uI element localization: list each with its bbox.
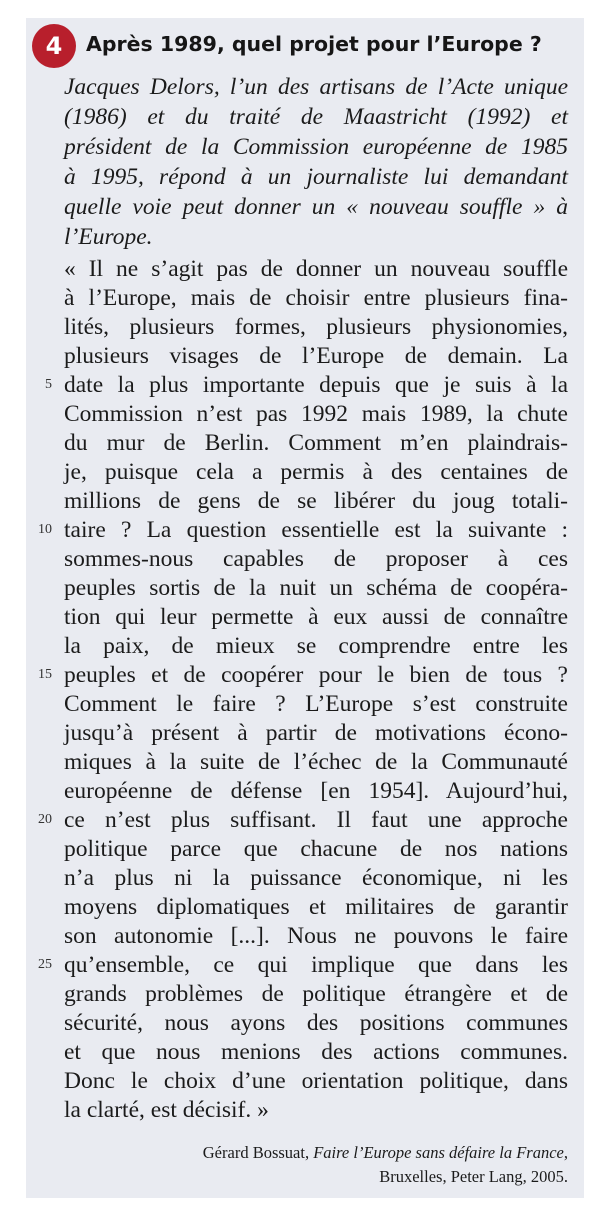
quote-line: peuples sortis de la nuit un schéma de coopéra-	[64, 575, 568, 601]
document-number: 4	[45, 32, 63, 60]
quote-line: la clarté, est décisif. »	[64, 1097, 269, 1123]
line-number: 15	[38, 667, 52, 682]
quote-line: européenne de défense [en 1954]. Aujourd’hui,	[64, 778, 568, 804]
quote-line: taire ? La question essentielle est la suivante :	[64, 517, 568, 543]
quote-line: n’a plus ni la puissance économique, ni les	[64, 865, 568, 891]
quote-line: ce n’est plus suffisant. Il faut une approche	[64, 807, 568, 833]
line-number: 5	[45, 377, 52, 392]
quote-line: du mur de Berlin. Comment m’en plaindrais-	[64, 430, 568, 456]
quote-line: je, puisque cela a permis à des centaines de	[64, 459, 568, 485]
source-citation	[203, 1141, 568, 1165]
quote-line: miques à la suite de l’échec de la Communauté	[64, 749, 568, 775]
quote-line: sécurité, nous ayons des positions communes	[64, 1010, 568, 1036]
quote-line: son autonomie [...]. Nous ne pouvons le faire	[64, 923, 568, 949]
quote-line: plusieurs visages de l’Europe de demain. La	[64, 343, 568, 369]
document-title: Après 1989, quel projet pour l’Europe ?	[86, 32, 542, 56]
quote-line: à l’Europe, mais de choisir entre plusieurs fina-	[64, 285, 568, 311]
quote-line: Commission n’est pas 1992 mais 1989, la chute	[64, 401, 568, 427]
source-publisher: Bruxelles, Peter Lang, 2005.	[379, 1167, 568, 1186]
quote-line: « Il ne s’agit pas de donner un nouveau souffle	[64, 256, 568, 282]
quote-line: sommes-nous capables de proposer à ces	[64, 546, 568, 572]
quote-line: grands problèmes de politique étrangère et de	[64, 981, 568, 1007]
line-number: 25	[38, 957, 52, 972]
quote-line: lités, plusieurs formes, plusieurs physionomies,	[64, 314, 568, 340]
quote-line: millions de gens de se libérer du joug totali-	[64, 488, 568, 514]
quote-line: tion qui leur permette à eux aussi de connaître	[64, 604, 568, 630]
quote-line: peuples et de coopérer pour le bien de tous ?	[64, 662, 568, 688]
quote-line: date la plus importante depuis que je suis à la	[64, 372, 568, 398]
document-number-badge	[32, 24, 76, 68]
source-author: Gérard Bossuat,	[202, 1143, 314, 1162]
intro-line: quelle voie peut donner un « nouveau souffle » à	[64, 194, 568, 220]
quote-line: Donc le choix d’une orientation politique, dans	[64, 1068, 568, 1094]
source-work-title: Faire l’Europe sans défaire la France	[313, 1143, 564, 1162]
intro-line: (1986) et du traité de Maastricht (1992) et	[64, 104, 568, 130]
quote-line: qu’ensemble, ce qui implique que dans les	[64, 952, 568, 978]
intro-line: Jacques Delors, l’un des artisans de l’Acte unique	[64, 74, 568, 100]
intro-line: président de la Commission européenne de 1985	[64, 134, 568, 160]
line-number: 10	[38, 522, 52, 537]
quote-line: jusqu’à présent à partir de motivations écono-	[64, 720, 568, 746]
line-number: 20	[38, 812, 52, 827]
intro-line: l’Europe.	[64, 224, 153, 250]
quote-line: la paix, de mieux se comprendre entre les	[64, 633, 568, 659]
intro-line: à 1995, répond à un journaliste lui demandant	[64, 164, 568, 190]
quote-line: Comment le faire ? L’Europe s’est construite	[64, 691, 568, 717]
quote-line: moyens diplomatiques et militaires de garantir	[64, 894, 568, 920]
quote-line: et que nous menions des actions communes.	[64, 1039, 568, 1065]
source-comma: ,	[563, 1143, 568, 1162]
quote-line: politique parce que chacune de nos nations	[64, 836, 568, 862]
